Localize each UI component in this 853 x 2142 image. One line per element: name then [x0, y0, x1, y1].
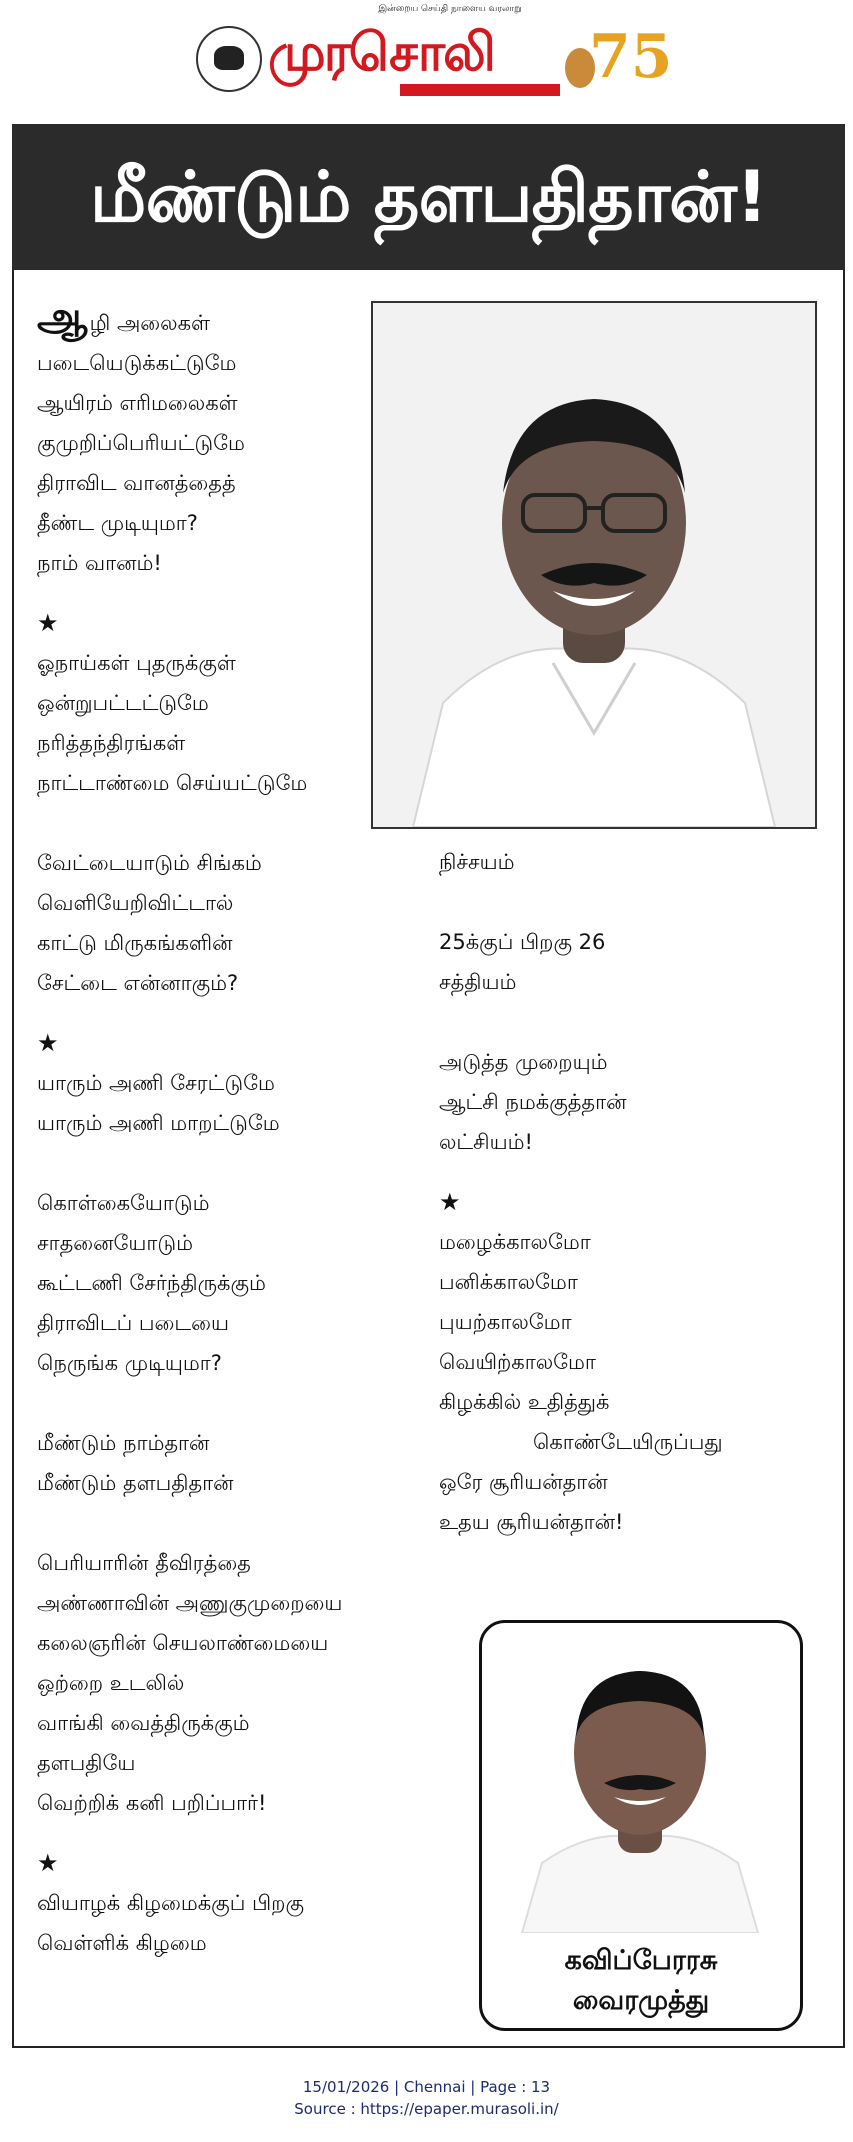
poem-line: மீண்டும் தளபதிதான்	[37, 1471, 234, 1495]
poem-line: கொள்கையோடும்	[37, 1191, 210, 1215]
poem-line: ஆட்சி நமக்குத்தான்	[439, 1090, 627, 1114]
poem-line: படையெடுக்கட்டுமே	[37, 351, 237, 375]
footer-date-page: 15/01/2026 | Chennai | Page : 13	[302, 2078, 551, 2096]
leader-photo	[371, 301, 817, 829]
poem-line: கூட்டணி சேர்ந்திருக்கும்	[37, 1271, 266, 1295]
poem-line: தீண்ட முடியுமா?	[37, 511, 198, 535]
star-separator-icon: ★	[37, 1849, 59, 1877]
page-footer	[0, 2076, 853, 2120]
poem-line: புயற்காலமோ	[439, 1310, 572, 1334]
author-photo	[492, 1633, 788, 1933]
masthead	[0, 0, 853, 112]
poem-line: ஒன்றுபட்டட்டுமே	[37, 691, 209, 715]
poem-line: நாட்டாண்மை செய்யட்டுமே	[37, 771, 308, 795]
poem-line: நரித்தந்திரங்கள்	[37, 731, 186, 755]
poem-line: குமுறிப்பெரியட்டுமே	[37, 431, 245, 455]
anniversary-badge	[565, 22, 673, 94]
poem-line: ஓநாய்கள் புதருக்குள்	[37, 651, 236, 675]
footer-source-link[interactable]: Source : https://epaper.murasoli.in/	[294, 2100, 559, 2118]
star-separator-icon: ★	[37, 609, 59, 637]
poem-line: ஆயிரம் எரிமலைகள்	[37, 391, 238, 415]
poem-line: நெருங்க முடியுமா?	[37, 1351, 222, 1375]
party-emblem-icon	[196, 26, 262, 92]
logo-subtitle	[400, 84, 560, 96]
poem-line: வெள்ளிக் கிழமை	[37, 1931, 207, 1955]
poem-line: திராவிட வானத்தைத்	[37, 471, 236, 495]
poem-line: பெரியாரின் தீவிரத்தை	[37, 1551, 251, 1575]
author-portrait-image	[492, 1633, 788, 1933]
poem-line: வெயிற்காலமோ	[439, 1350, 596, 1374]
author-title: கவிப்பேரரசு	[564, 1945, 718, 1976]
poem-line: சாதனையோடும்	[37, 1231, 194, 1255]
poem-line: யாரும் அணி மாறட்டுமே	[37, 1111, 280, 1135]
star-separator-icon: ★	[439, 1188, 461, 1216]
article-headline: மீண்டும் தளபதிதான்!	[90, 156, 767, 238]
poem-line: 25க்குப் பிறகு 26	[439, 930, 606, 954]
poem-line: ஆழி அலைகள்	[37, 294, 210, 340]
poem-column-left	[37, 294, 417, 1963]
poem-line: கலைஞரின் செயலாண்மையை	[37, 1631, 329, 1655]
drop-cap: ஆ	[37, 294, 88, 340]
poem-line: லட்சியம்!	[439, 1130, 533, 1154]
poem-column-right	[439, 842, 799, 1542]
poem-line: பனிக்காலமோ	[439, 1270, 578, 1294]
poem-line: வெளியேறிவிட்டால்	[37, 891, 234, 915]
poem-line: சத்தியம்	[439, 970, 517, 994]
poem-line: அடுத்த முறையும்	[439, 1050, 608, 1074]
author-name	[482, 1941, 800, 2021]
poem-line: நிச்சயம்	[439, 850, 515, 874]
poem-line: மீண்டும் நாம்தான்	[37, 1431, 210, 1455]
poem-line: ஒற்றை உடலில்	[37, 1671, 185, 1695]
poem-line: வாங்கி வைத்திருக்கும்	[37, 1711, 250, 1735]
drop-cap-rest: ழி	[89, 311, 111, 335]
poem-line: சேட்டை என்னாகும்?	[37, 971, 239, 995]
masthead-tagline: இன்றைய செய்தி நாளைய வரலாறு	[378, 4, 522, 14]
newspaper-logo[interactable]: முரசொலி	[268, 22, 494, 83]
poem-line: உதய சூரியன்தான்!	[439, 1510, 624, 1534]
poem-line: கிழக்கில் உதித்துக்	[439, 1390, 610, 1414]
leader-portrait-image	[373, 303, 815, 827]
poem-line: தளபதியே	[37, 1751, 136, 1775]
poem-line: கொண்டேயிருப்பது	[533, 1430, 723, 1454]
poem-line: அண்ணாவின் அணுகுமுறையை	[37, 1591, 343, 1615]
poem-line: யாரும் அணி சேரட்டுமே	[37, 1071, 275, 1095]
author-card	[479, 1620, 803, 2031]
star-separator-icon: ★	[37, 1029, 59, 1057]
poem-line: வேட்டையாடும் சிங்கம்	[37, 851, 262, 875]
poem-line: வெற்றிக் கனி பறிப்பார்!	[37, 1791, 267, 1815]
poem-line: திராவிடப் படையை	[37, 1311, 230, 1335]
anniversary-number: 75	[589, 22, 673, 92]
poem-line: வியாழக் கிழமைக்குப் பிறகு	[37, 1891, 305, 1915]
poem-line: மழைக்காலமோ	[439, 1230, 591, 1254]
poem-line: காட்டு மிருகங்களின்	[37, 931, 233, 955]
author-surname: வைரமுத்து	[572, 1985, 710, 2016]
poem-line: ஒரே சூரியன்தான்	[439, 1470, 608, 1494]
poem-line: நாம் வானம்!	[37, 551, 162, 575]
